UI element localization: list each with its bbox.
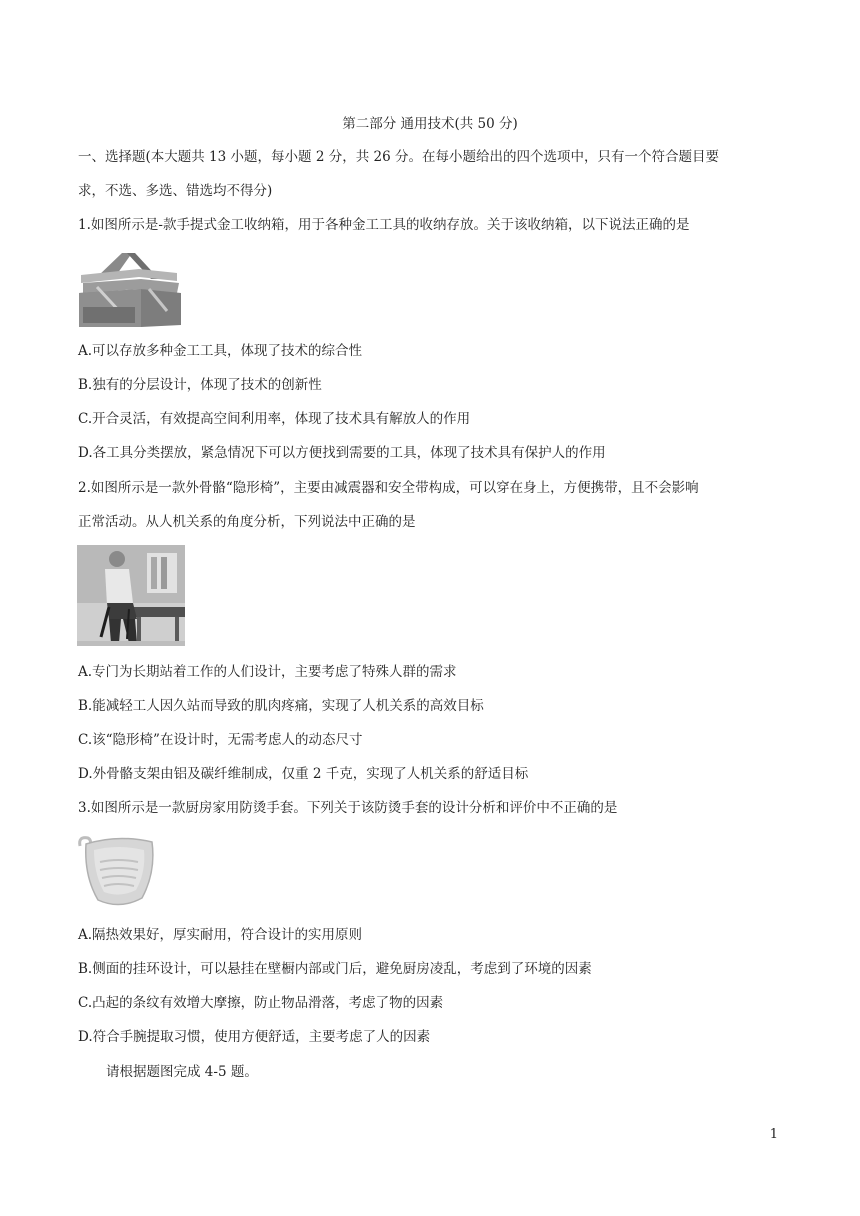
exoskeleton-chair-photo	[77, 545, 185, 646]
toolbox-image	[77, 247, 183, 329]
question-3-option-d: D.符合手腕提取习惯，使用方便舒适，主要考虑了人的因素	[78, 1029, 431, 1045]
page-number: 1	[769, 1127, 778, 1142]
instructions-line-2: 求，不选、多选、错选均不得分)	[78, 183, 273, 199]
question-1-option-c: C.开合灵活，有效提高空间利用率，体现了技术具有解放人的作用	[78, 411, 471, 427]
question-2-option-c: C.该“隐形椅”在设计时，无需考虑人的动态尺寸	[78, 732, 363, 748]
question-2-option-a: A.专门为长期站着工作的人们设计，主要考虑了特殊人群的需求	[78, 664, 457, 680]
question-3-option-c: C.凸起的条纹有效增大摩擦，防止物品滑落，考虑了物的因素	[78, 995, 444, 1011]
section-title: 第二部分 通用技术(共 50 分)	[342, 116, 518, 132]
question-2-stem-line-2: 正常活动。从人机关系的角度分析，下列说法中正确的是	[78, 514, 416, 530]
instructions-line-1: 一、选择题(本大题共 13 小题，每小题 2 分，共 26 分。在每小题给出的四个选项中，只有一个符合题目要	[78, 149, 719, 165]
question-1-option-b: B.独有的分层设计，体现了技术的创新性	[78, 377, 322, 393]
question-2-option-b: B.能减轻工人因久站而导致的肌肉疼痛，实现了人机关系的高效目标	[78, 698, 484, 714]
question-1-option-a: A.可以存放多种金工工具，体现了技术的综合性	[78, 343, 363, 359]
oven-mitt-image	[76, 832, 158, 910]
question-1-stem: 1.如图所示是-款手提式金工收纳箱，用于各种金工工具的收纳存放。关于该收纳箱，以下说法正确的是	[78, 217, 690, 233]
question-3-option-b: B.侧面的挂环设计，可以悬挂在壁橱内部或门后，避免厨房凌乱，考虑到了环境的因素	[78, 961, 592, 977]
followup-note: 请根据题图完成 4-5 题。	[106, 1064, 258, 1080]
question-3-option-a: A.隔热效果好，厚实耐用，符合设计的实用原则	[78, 927, 363, 943]
question-2-option-d: D.外骨骼支架由铝及碳纤维制成，仅重 2 千克，实现了人机关系的舒适目标	[78, 766, 529, 782]
question-3-stem: 3.如图所示是一款厨房家用防烫手套。下列关于该防烫手套的设计分析和评价中不正确的是	[78, 800, 618, 816]
question-2-stem-line-1: 2.如图所示是一款外骨骼“隐形椅”，主要由减震器和安全带构成，可以穿在身上，方便携带，且不会影响	[78, 480, 699, 496]
question-1-option-d: D.各工具分类摆放，紧急情况下可以方便找到需要的工具，体现了技术具有保护人的作用	[78, 445, 606, 461]
